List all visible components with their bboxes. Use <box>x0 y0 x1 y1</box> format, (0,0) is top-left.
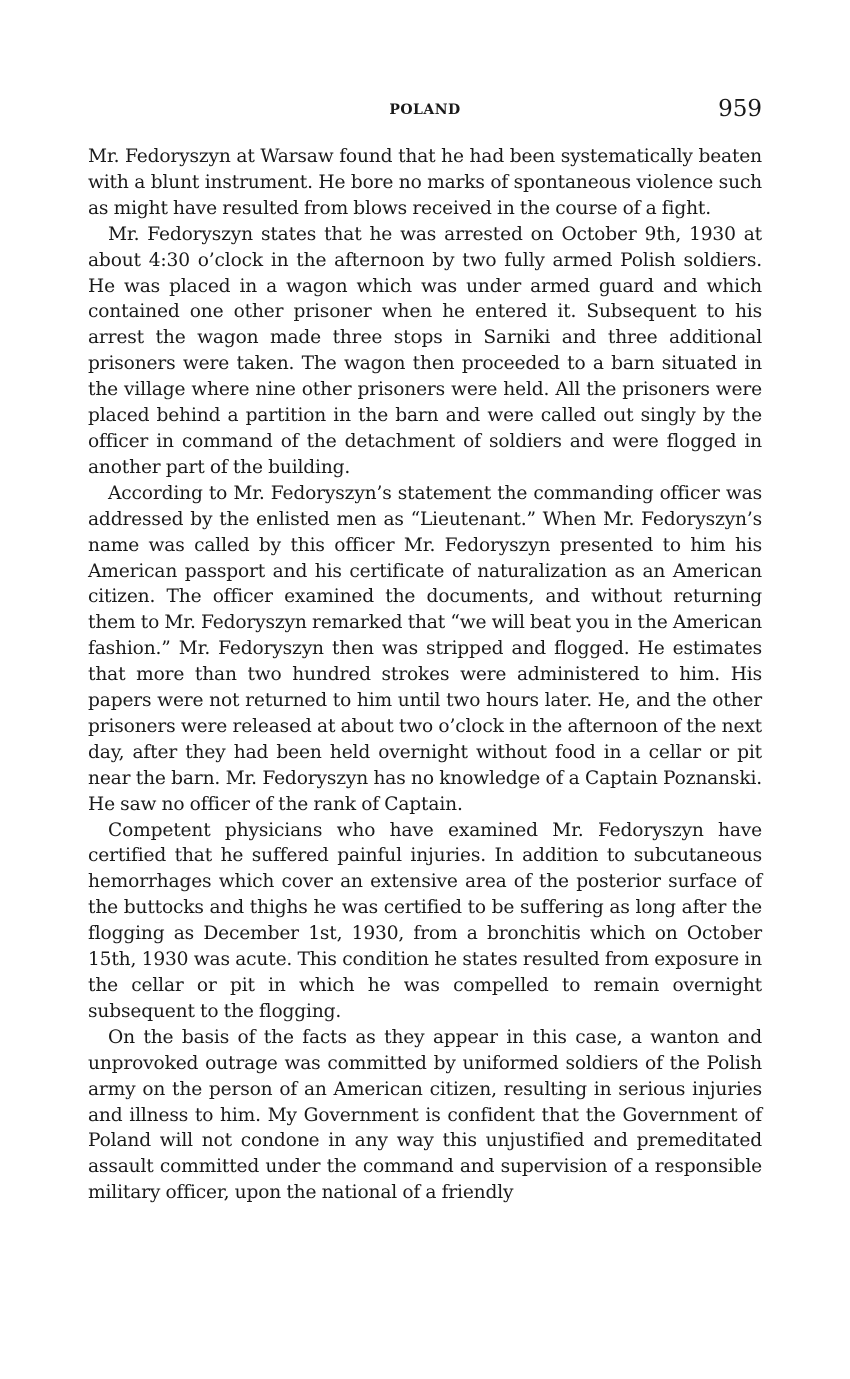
body-text <box>88 144 762 1206</box>
running-title: POLAND <box>389 102 461 118</box>
paragraph-medical: Competent physicians who have examined Mr. Fedoryszyn have certified that he suffered painful injuries. In addition to subcutaneous hemorrhages which cover an extensive area of the posterior surface of the buttocks and thighs he was certified to be suffering as long after the flogging as December 1st, 1930, from a bronchitis which on October 15th, 1930 was acute. This condition he states resulted from exposure in the cellar or pit in which he was compelled to remain overnight subsequent to the flogging. <box>88 819 762 1022</box>
paragraph-conclusion: On the basis of the facts as they appear in this case, a wanton and unprovoked outrage was committed by uniformed soldiers of the Polish army on the person of an American citizen, resulting in serious injuries and illness to him. My Government is confident that the Government of Poland will not condone in any way this unjustified and premeditated assault committed under the command and supervision of a responsible military officer, upon the national of a friendly <box>88 1026 762 1204</box>
paragraph-continued: Mr. Fedoryszyn at Warsaw found that he had been systematically beaten with a blunt instrument. He bore no marks of spontaneous violence such as might have resulted from blows received in the course of a fight. <box>88 146 762 219</box>
paragraph-statement: According to Mr. Fedoryszyn’s statement the commanding officer was addressed by the enlisted men as “Lieutenant.” When Mr. Fedoryszyn’s name was called by this officer Mr. Fedoryszyn presented to him his American passport and his certificate of naturalization as an American citizen. The officer examined the documents, and without returning them to Mr. Fedoryszyn remarked that “we will beat you in the American fashion.” Mr. Fedoryszyn then was stripped and flogged. He estimates that more than two hundred strokes were administered to him. His papers were not returned to him until two hours later. He, and the other prisoners were released at about two o’clock in the afternoon of the next day, after they had been held overnight without food in a cellar or pit near the barn. Mr. Fedoryszyn has no knowledge of a Captain Poznanski. He saw no officer of the rank of Captain. <box>88 482 762 815</box>
paragraph-arrest-account: Mr. Fedoryszyn states that he was arrested on October 9th, 1930 at about 4:30 o’clock in the afternoon by two fully armed Polish soldiers. He was placed in a wagon which was under armed guard and which contained one other prisoner when he entered it. Subsequent to his arrest the wagon made three stops in Sarniki and three additional prisoners were taken. The wagon then proceeded to a barn situated in the village where nine other prisoners were held. All the prisoners were placed behind a partition in the barn and were called out singly by the officer in command of the detachment of soldiers and were flogged in another part of the building. <box>88 223 762 478</box>
page-number: 959 <box>718 96 762 122</box>
running-head <box>88 96 762 126</box>
